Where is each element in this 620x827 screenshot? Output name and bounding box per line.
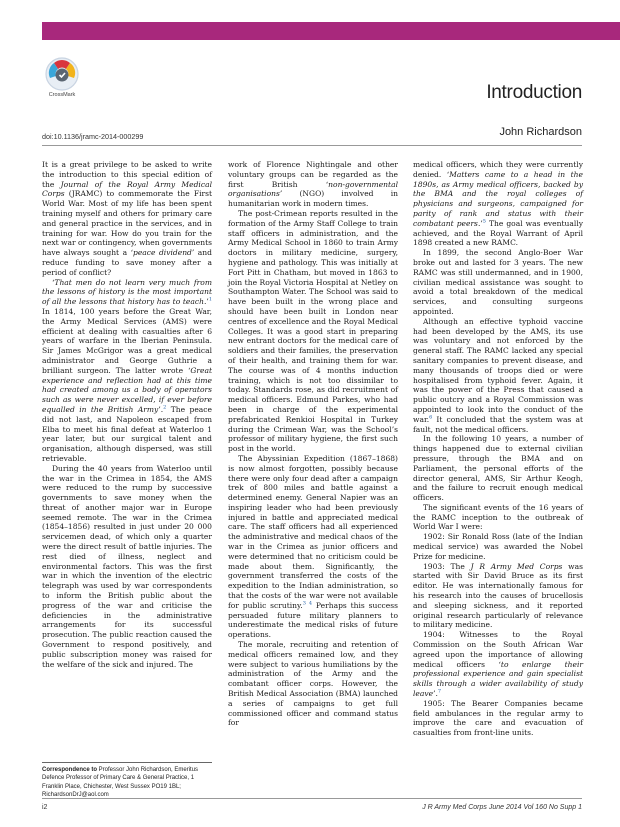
body-paragraph [413, 503, 583, 532]
text-run: 1903: The [423, 561, 471, 571]
body-paragraph [413, 317, 583, 435]
crossmark-badge[interactable] [44, 56, 80, 102]
body-paragraph [413, 248, 583, 317]
footnote-divider [42, 762, 212, 763]
body-paragraph [228, 160, 398, 209]
text-run: 1905: The Bearer Companies became field ambulances in the regular army to improve the care and evacuation of casualties from front-line units. [413, 698, 583, 738]
body-paragraph [413, 562, 583, 631]
correspondence-label: Correspondence to [42, 767, 98, 773]
body-paragraph [413, 532, 583, 561]
text-run: ’. [433, 689, 438, 699]
text-run: It is a great privilege to be asked to write the introduction to this special edition of the [42, 160, 212, 189]
citation-ref[interactable]: 3 4 [302, 600, 313, 607]
text-run: 1904: Witnesses to the Royal Commission on the South African War agreed upon the importance of allowing medical officers ‘ [413, 630, 583, 669]
correspondence-note [42, 766, 212, 800]
citation-ref[interactable]: 6 [429, 414, 433, 421]
text-run: Great experience and reflection had at this time had created among us a body of operators such as were never excelled, if ever before equalled in the British Army [42, 365, 212, 414]
body-paragraph [413, 699, 583, 738]
text-run: .’ [477, 218, 483, 228]
header-accent-bar [42, 22, 620, 40]
text-run: It concluded that the system was at fault, not the medical officers. [413, 414, 583, 434]
crossmark-label: CrossMark [48, 92, 76, 98]
section-title: Introduction [486, 82, 582, 103]
text-run: ’ and reduce funding to save money after a period of conflict? [42, 248, 212, 277]
citation-ref[interactable]: 1 [208, 296, 212, 303]
text-run: Matters came to a head in the 1890s, as Army medical officers, backed by the BMA and the royal colleges of physicians and surgeons, campaigned for parity of rank and status with their combatant peers [413, 169, 583, 228]
text-run: was started with Sir David Bruce as its first editor. He was internationally famous for his research into the causes of brucellosis and sleeping sickness, and it reported original research particularly of relevance to military medicine. [413, 561, 583, 630]
text-run: The morale, recruiting and retention of medical officers remained low, and they were subject to various humiliations by the administration of the Army and the combatant officer corps. However, the British Medical Association (BMA) launched a series of campaigns to get full commissioned officer and command status for [228, 640, 398, 728]
body-paragraph [228, 454, 398, 640]
citation-ref[interactable]: 7 [437, 688, 442, 695]
text-run: peace dividend [132, 248, 192, 258]
text-run: Journal of the Royal Army Medical Corps [42, 179, 212, 199]
text-run: ‘ [52, 277, 55, 287]
header-divider [42, 145, 582, 146]
text-run: The goal was eventually achieved, and the Royal Warrant of April 1898 created a new RAMC. [413, 218, 583, 248]
text-run: In 1899, the second Anglo-Boer War broke out and lasted for 3 years. The new RAMC was still undermanned, and in 1900, civilian medical assistance was sought to avoid a total breakdown of the medical services, and consulting surgeons appointed. [413, 248, 583, 316]
body-paragraph [413, 434, 583, 503]
citation-ref[interactable]: 5 [482, 218, 486, 225]
text-run: That men do not learn very much from the lessons of history is the most important of all the lessons that history has to teach [42, 277, 212, 307]
text-run: medical officers, which they were currently denied. ‘ [413, 160, 583, 179]
text-run: In 1814, 100 years before the Great War, the Army Medical Services (AMS) were efficient at dealing with casualties after 6 years of warfare in the Iberian Peninsula. Sir James McGrigor was a great medical administrator and George Guthrie a brilliant surgeon. The latter wrote ‘ [42, 306, 212, 375]
body-paragraph [42, 278, 212, 464]
text-run: In the following 10 years, a number of things happened due to external civilian pressure, through the BMA and on Parliament, the personal efforts of the director general, AMS, Sir Arthur Keogh, and the failure to recruit enough medical officers. [413, 434, 583, 503]
body-paragraph [413, 160, 583, 248]
text-run: ’. [158, 404, 164, 414]
footer-divider [42, 798, 582, 799]
text-run: .’ [204, 297, 209, 307]
author-name: John Richardson [499, 126, 582, 138]
text-run: work of Florence Nightingale and other voluntary groups can be regarded as the first British ‘ [228, 160, 398, 189]
column-3 [413, 160, 583, 820]
correspondence-text: Professor John Richardson, Emeritus Defence Professor of Primary Care & General Practice, 1 Franklin Place, Chichester, West Sussex PO19 1BL; RichardsonDrJ@aol.com [42, 767, 199, 799]
text-run: 1902: Sir Ronald Ross (late of the Indian medical service) was awarded the Nobel Prize for medicine. [413, 532, 583, 561]
text-run: The Abyssinian Expedition (1867–1868) is now almost forgotten, possibly because there were only four dead after a campaign trek of 800 miles and battle against a determined enemy. General Napier was an inspiring leader who had been previously injured in battle and appreciated medical care. The staff officers had all experienced the administrative and medical chaos of the war in the Crimea as junior officers and were determined that no criticism could be made about them. Significantly, the government transferred the costs of the expedition to the Indian administration, so that the costs of the war were not available for public scrutiny. [228, 453, 398, 610]
doi-link[interactable]: doi:10.1136/jramc-2014-000299 [42, 132, 144, 141]
body-paragraph [228, 640, 398, 728]
text-run: The post-Crimean reports resulted in the formation of the Army Staff College to train staff officers in administration, and the Army Medical School in 1860 to train Army doctors in military medicine, surgery, hygiene and pathology. This was initially at Fort Pitt in Chatham, but moved in 1863 to join the Royal Victoria Hospital at Netley on Southampton Water. The School was said to have been built in the wrong place and should have been built in London near centres of excellence and the Royal Medical Colleges. It was a good start in preparing new entrant doctors for the medical care of soldiers and their families, the preservation of their health, and training them for war. The course was of 4 months induction training, which is not too dissimilar to today. Standards rose, as did recruitment of medical officers. Edmund Parkes, who had been in charge of the experimental prefabricated Renkioi Hospital in Turkey during the Crimean War, was the School’s professor of military hygiene, the first such post in the world. [228, 208, 398, 454]
text-run: (JRAMC) to commemorate the First World War. Most of my life has been spent training myself and others for primary care and general practice in the services, and in training for war. How do you train for the next war or contingency, when governments have always sought a ‘ [42, 189, 212, 258]
citation-ref[interactable]: 2 [163, 404, 167, 411]
text-run: J R Army Med Corps [470, 561, 563, 571]
text-run: During the 40 years from Waterloo until the war in the Crimea in 1854, the AMS were reduced to the rump by successive governments to save money when the threat of another major war in Europe seemed remote. The war in the Crimea (1854–1856) resulted in just under 20 000 servicemen dead, of which only a quarter were the direct result of battle injuries. The rest died of illness, neglect and environmental factors. This was the first war in which the invention of the electric telegraph was used by war correspondents to inform the British public about the progress of the war and criticise the deficiencies in the administrative arrangements for its successful prosecution. The public reaction caused the Government to respond positively, and public subscription money was raised for the welfare of the sick and injured. The [42, 463, 212, 669]
text-run: non-governmental organisations [228, 179, 398, 199]
text-run: ’ (NGO) involved in humanitarian work in modern times. [228, 189, 398, 209]
body-paragraph [413, 630, 583, 699]
page-number: i2 [42, 804, 48, 811]
column-1 [42, 160, 212, 760]
body-paragraph [42, 464, 212, 670]
text-run: Perhaps this success persuaded future military planners to underestimate the medical risks of future operations. [228, 600, 398, 640]
body-paragraph [42, 160, 212, 278]
column-2 [228, 160, 398, 820]
text-run: The peace did not last, and Napoleon escaped from Elba to meet his final defeat at Waterloo 1 year later, but our surgical talent and organisation, although dispersed, was still retrievable. [42, 404, 212, 463]
journal-reference: J R Army Med Corps June 2014 Vol 160 No Supp 1 [422, 804, 582, 811]
text-run: The significant events of the 16 years of the RAMC inception to the outbreak of World War I were: [413, 502, 583, 532]
text-run: Although an effective typhoid vaccine had been developed by the AMS, its use was voluntary and not enforced by the general staff. The RAMC lacked any special sanitary companies to prevent disease, and many thousands of troops died or were hospitalised from typhoid fever. Again, it was the power of the Press that caused a public outcry and a Royal Commission was appointed to look into the conduct of the war. [413, 316, 583, 424]
text-run: to enlarge their professional experience and gain specialist skills through a wider availability of study leave [413, 659, 584, 699]
crossmark-icon [44, 56, 80, 92]
body-paragraph [228, 209, 398, 454]
